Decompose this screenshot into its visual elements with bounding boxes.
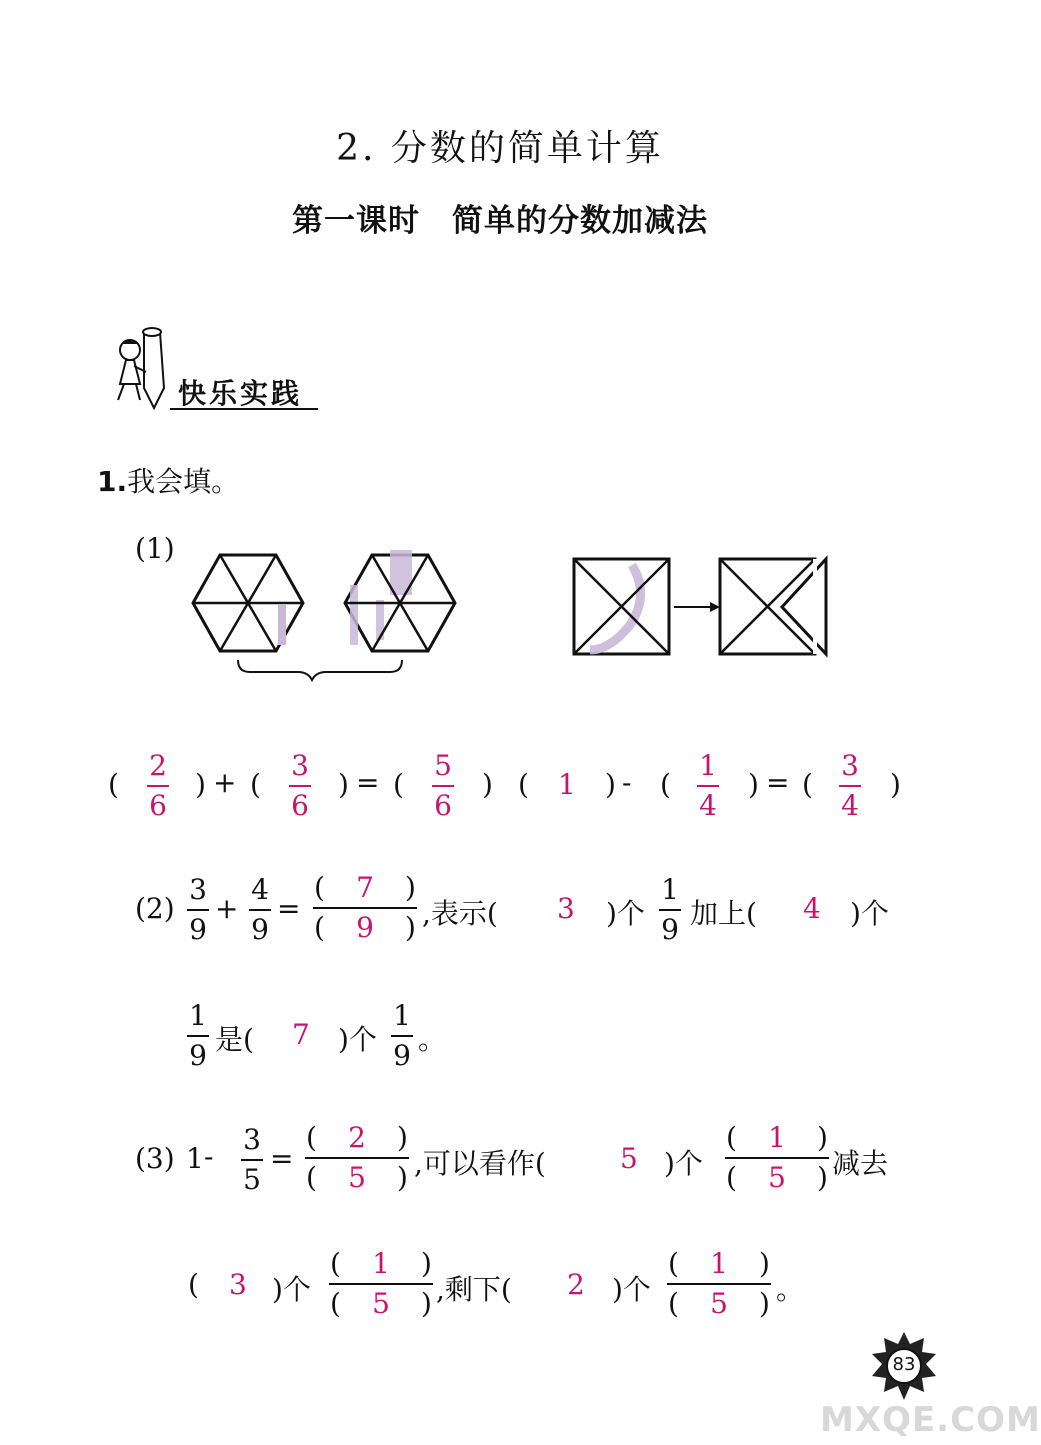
denominator: 9 (189, 1039, 207, 1072)
denominator: 9 (661, 913, 679, 946)
answer-value: 2 (567, 1268, 585, 1301)
numerator: 2 (348, 1121, 366, 1154)
answer-fraction: ( 1 ) ( 5 ) (726, 1121, 828, 1194)
integer: 1 (186, 1142, 204, 1175)
equals-sign: = (356, 766, 380, 799)
answer-fraction: ( 1 ) ( 5 ) (668, 1247, 770, 1320)
text: ,剩下( (436, 1273, 512, 1306)
question-prompt: 我会填。 (127, 465, 240, 498)
banner-title: 快乐实践 (178, 377, 303, 410)
numerator: 3 (841, 749, 859, 782)
paren: ( (660, 768, 671, 801)
paren: ) (338, 768, 349, 801)
text: )个 (338, 1023, 377, 1056)
numerator: 3 (189, 873, 207, 906)
answer-fraction (678, 748, 738, 824)
equals-sign: = (766, 766, 790, 799)
text: )个 (606, 897, 645, 930)
denominator: 9 (393, 1039, 411, 1072)
numerator: 5 (434, 749, 452, 782)
equals-sign: = (277, 892, 301, 925)
lesson-title: 第一课时 简单的分数加减法 (292, 203, 708, 239)
text: 。 (418, 1023, 447, 1056)
watermark: MXQE.COM (820, 1400, 1041, 1440)
answer-value: 4 (803, 892, 821, 925)
answer-fraction: ( 2 ) ( 5 ) (306, 1121, 408, 1194)
denominator: 4 (699, 789, 717, 822)
denominator: 6 (149, 789, 167, 822)
paren: ) (890, 768, 901, 801)
answer-fraction: ( 7 ) ( 9 ) (314, 871, 416, 944)
denominator: 6 (434, 789, 452, 822)
paren: ) (195, 768, 206, 801)
minus-sign: - (622, 766, 632, 799)
denominator: 4 (841, 789, 859, 822)
square-figures (570, 555, 835, 660)
denominator: 5 (768, 1161, 786, 1194)
equals-sign: = (270, 1142, 294, 1175)
denominator: 9 (251, 913, 269, 946)
text: ,可以看作( (414, 1147, 546, 1180)
answer-value: 5 (620, 1142, 638, 1175)
numerator: 1 (393, 999, 411, 1032)
answer-fraction (820, 748, 880, 824)
paren: ( (518, 768, 529, 801)
denominator: 9 (189, 913, 207, 946)
text: 加上( (690, 897, 757, 930)
numerator: 1 (768, 1121, 786, 1154)
plus-sign: + (213, 766, 237, 799)
paren: ) (482, 768, 493, 801)
text: )个 (850, 897, 889, 930)
text: )个 (664, 1147, 703, 1180)
numerator: 1 (661, 873, 679, 906)
answer-value: 7 (292, 1018, 310, 1051)
paren: ( (393, 768, 404, 801)
hexagon-figures (190, 540, 460, 685)
denominator: 5 (348, 1161, 366, 1194)
paren: ( (250, 768, 261, 801)
denominator: 9 (356, 911, 374, 944)
numerator: 1 (699, 749, 717, 782)
part-3-label: (3) (135, 1142, 175, 1175)
numerator: 1 (372, 1247, 390, 1280)
paren: ) (605, 768, 616, 801)
section-title: 2. 分数的简单计算 (336, 128, 664, 169)
paren: ( (188, 1268, 199, 1301)
numerator: 3 (243, 1123, 261, 1156)
minus-sign: - (204, 1140, 214, 1173)
numerator: 7 (356, 871, 374, 904)
numerator: 1 (189, 999, 207, 1032)
answer-fraction (128, 748, 188, 824)
numerator: 3 (291, 749, 309, 782)
answer-value: 1 (558, 768, 576, 801)
text: 。 (776, 1273, 805, 1306)
answer-fraction (270, 748, 330, 824)
numerator: 1 (710, 1247, 728, 1280)
girl-pencil-icon (108, 322, 178, 414)
paren: ) (748, 768, 759, 801)
answer-value: 3 (557, 892, 575, 925)
paren: ( (108, 768, 119, 801)
question-number: 1. (97, 465, 128, 498)
denominator: 6 (291, 789, 309, 822)
denominator: 5 (372, 1287, 390, 1320)
answer-fraction (413, 748, 473, 824)
text: 是( (215, 1023, 254, 1056)
part-1-label: (1) (135, 532, 175, 565)
text: 减去 (832, 1147, 889, 1180)
numerator: 4 (251, 873, 269, 906)
plus-sign: + (215, 892, 239, 925)
paren: ( (802, 768, 813, 801)
banner-underline (170, 408, 318, 410)
answer-fraction: ( 1 ) ( 5 ) (330, 1247, 432, 1320)
text: )个 (272, 1273, 311, 1306)
denominator: 5 (243, 1163, 261, 1196)
numerator: 2 (149, 749, 167, 782)
page-number: 83 (892, 1354, 916, 1375)
denominator: 5 (710, 1287, 728, 1320)
answer-value: 3 (229, 1268, 247, 1301)
question-1-header (97, 460, 239, 500)
text: ,表示( (422, 897, 498, 930)
part-2-label: (2) (135, 892, 175, 925)
text: )个 (612, 1273, 651, 1306)
